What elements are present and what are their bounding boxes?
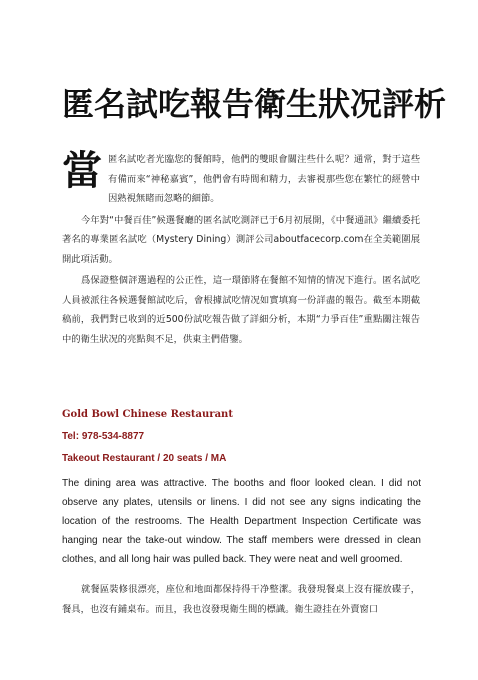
review-chinese: 就餐區裝修很漂亮，座位和地面都保持得干净整潔。我發現餐桌上沒有擺放碟子，餐具，也沒有鋪桌布。而且，我也沒發現衛生間的標識。衛生證挂在外賣窗口: [62, 584, 420, 615]
article-title: 匿名試吃報告衛生狀况評析: [62, 85, 447, 123]
intro-paragraph-1: 匿名試吃者光臨您的餐館時，他們的雙眼會關注些什么呢？通常，對于這些有備而來“神秘嘉賓”，他們會有時間和精力，去審視那些您在繁忙的經營中因熟視無睹而忽略的細節。: [108, 154, 420, 204]
restaurant-phone: Tel: 978-534-8877: [62, 431, 145, 442]
review-english: The dining area was attractive. The booths and floor looked clean. I did not observe any plates, utensils or linens. I did not see any signs indicating the location of the restrooms. The Health Department Inspection Certificate was hanging near the take-out window. The staff members were dressed in clean clothes, and all long hair was pulled back. They were neat and well groomed.: [62, 478, 421, 565]
restaurant-name: Gold Bowl Chinese Restaurant: [62, 409, 233, 420]
intro-paragraph-3: 爲保證整個評選過程的公正性，這一環節將在餐館不知情的情况下進行。匿名試吃人員被派往各候選餐館試吃后，會根據試吃情况如實填寫一份詳盡的報告。截至本期截稿前，我們對已收到的近500份試吃報告做了詳細分析，本期“力爭百佳”重點關注報告中的衛生狀况的亮點與不足，供東主們借鑒。: [62, 275, 420, 345]
intro-paragraph-2: 今年對“中餐百佳”候選餐廳的匿名試吃測評已于6月初展開，《中餐通訊》繼續委托著名的專業匿名試吃（Mystery Dining）測評公司aboutfacecorp.com在全美範圍展開此項活動。: [62, 214, 420, 265]
restaurant-category: Takeout Restaurant / 20 seats / MA: [62, 453, 227, 464]
article-intro: [62, 150, 420, 349]
drop-cap: 當: [62, 148, 102, 194]
